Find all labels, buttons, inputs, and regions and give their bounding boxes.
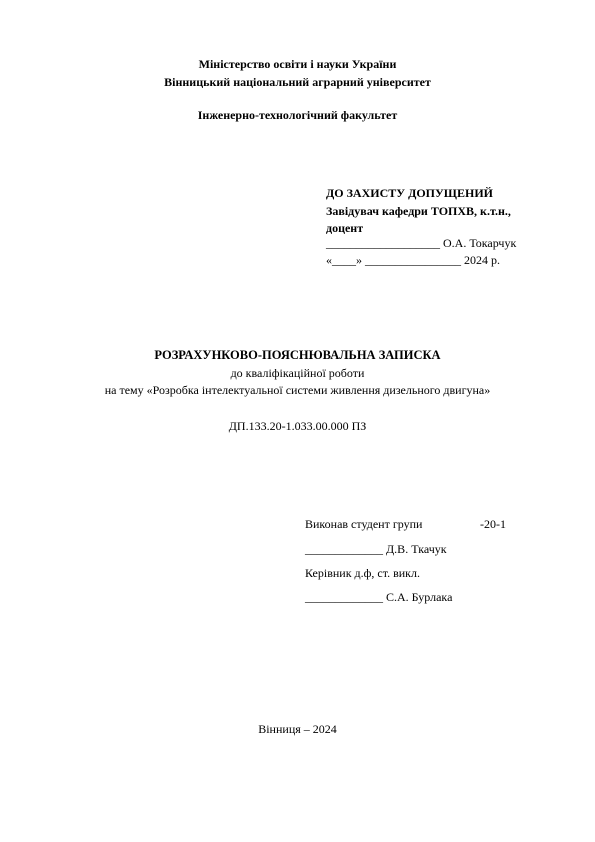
supervisor-signature: _____________ С.А. Бурлака	[305, 590, 453, 604]
city-year: Вінниця – 2024	[258, 722, 337, 736]
document-code: ДП.133.20-1.033.00.000 ПЗ	[228, 419, 367, 433]
document-title: РОЗРАХУНКОВО-ПОЯСНЮВАЛЬНА ЗАПИСКА	[154, 348, 441, 362]
supervisor-label: Керівник д.ф, ст. викл.	[305, 566, 421, 580]
student-group: -20-1	[480, 517, 506, 531]
ministry-line: Міністерство освіти і науки України	[198, 57, 397, 71]
approval-date: «____» ________________ 2024 р.	[326, 253, 500, 267]
university-line: Вінницький національний аграрний університет	[164, 75, 431, 89]
department-head-signature: ___________________ О.А. Токарчук	[326, 236, 517, 250]
document-subtitle: до кваліфікаційної роботи	[230, 366, 365, 380]
student-label: Виконав студент групи	[305, 517, 423, 531]
department-head-title: доцент	[326, 221, 364, 235]
faculty-line: Інженерно-технологічний факультет	[197, 108, 398, 122]
approval-title: ДО ЗАХИСТУ ДОПУЩЕНИЙ	[326, 186, 493, 200]
department-head-position: Завідувач кафедри ТОПХВ, к.т.н.,	[326, 204, 511, 218]
document-topic: на тему «Розробка інтелектуальної системи живлення дизельного двигуна»	[104, 383, 491, 397]
student-signature: _____________ Д.В. Ткачук	[305, 542, 447, 556]
